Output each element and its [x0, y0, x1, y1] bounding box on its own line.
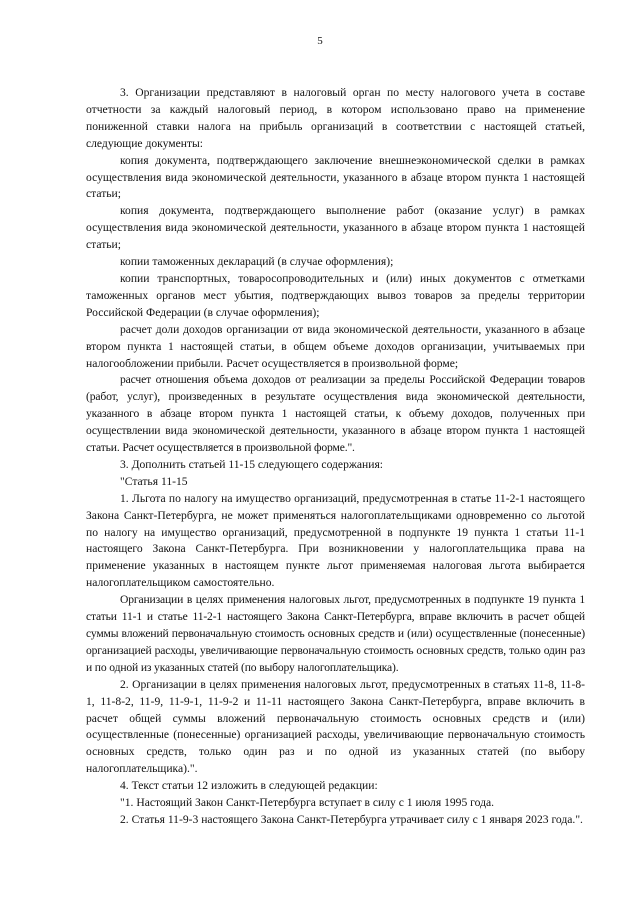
paragraph: 3. Дополнить статьей 11-15 следующего содержания: — [120, 457, 383, 471]
document-body — [86, 85, 585, 829]
paragraph: Организации в целях применения налоговых льгот, предусмотренных в подпункте 19 пункта 1 статьи 11-1 и статье 11-2-1 настоящего Закона Санкт-Петербурга, вправе включить в расчет общей суммы вложений первоначальную стоимость основных средств и (или) осуществленные (понесенные) организацией расходы, увеличивающие первоначальную стоимость основных средств, только один раз и по одной из указанных статей (по выбору налогоплательщика). — [86, 593, 585, 674]
paragraph: копии транспортных, товаросопроводительных и (или) иных документов с отметками таможенных органов мест убытия, подтверждающих вывоз товаров за пределы территории Российской Федерации (в случае оформления); — [86, 271, 585, 319]
article-heading: "Статья 11-15 — [120, 474, 188, 488]
paragraph: 2. Организации в целях применения налоговых льгот, предусмотренных в статьях 11-8, 11-8-1, 11-8-2, 11-9, 11-9-1, 11-9-2 и 11-11 настоящего Закона Санкт-Петербурга, вправе включить в расчет общей суммы вложений первоначальную стоимость основных средств и (или) осуществленные (понесенные) организацией расходы, увеличивающие первоначальную стоимость основных средств, только один раз и по одной из указанных статей (по выбору налогоплательщика).". — [86, 677, 585, 776]
paragraph: копия документа, подтверждающего выполнение работ (оказание услуг) в рамках осуществления вида экономической деятельности, указанного в абзаце втором пункта 1 настоящей статьи; — [86, 204, 585, 252]
paragraph: 3. Организации представляют в налоговый орган по месту налогового учета в составе отчетности за каждый налоговый период, в котором использовано право на применение пониженной ставки налога на прибыль организаций в соответствии с настоящей статьей, следующие документы: — [86, 86, 585, 150]
page-number: 5 — [317, 35, 323, 47]
paragraph: копии таможенных деклараций (в случае оформления); — [120, 255, 394, 269]
paragraph: 1. Льгота по налогу на имущество организаций, предусмотренная в статье 11-2-1 настоящего Закона Санкт-Петербурга, не может применяться налогоплательщиками одновременно со льготой по налогу на имущество организаций, предусмотренной в подпункте 19 пункта 1 статьи 11-1 настоящего Закона Санкт-Петербурга. При возникновении у налогоплательщика права на применение указанных в настоящем пункте льгот применяемая налоговая льгота выбирается налогоплательщиком самостоятельно. — [86, 491, 585, 590]
paragraph: копия документа, подтверждающего заключение внешнеэкономической сделки в рамках осуществления вида экономической деятельности, указанного в абзаце втором пункта 1 настоящей статьи; — [86, 153, 585, 201]
paragraph: 4. Текст статьи 12 изложить в следующей редакции: — [120, 779, 378, 793]
paragraph: расчет отношения объема доходов от реализации за пределы Российской Федерации товаров (работ, услуг), произведенных в результате осуществления вида экономической деятельности, указанного в абзаце втором пункта 1 настоящей статьи, к объему доходов, полученных при осуществлении вида экономической деятельности, указанного в абзаце втором пункта 1 настоящей статьи. Расчет осуществляется в произвольной форме.". — [86, 373, 585, 455]
paragraph: "1. Настоящий Закон Санкт-Петербурга вступает в силу с 1 июля 1995 года. — [120, 796, 495, 810]
paragraph: 2. Статья 11-9-3 настоящего Закона Санкт-Петербурга утрачивает силу с 1 января 2023 года.". — [120, 812, 583, 826]
paragraph: расчет доли доходов организации от вида экономической деятельности, указанного в абзаце втором пункта 1 настоящей статьи, в общем объеме доходов организации, учитываемых при налогообложении прибыли. Расчет осуществляется в произвольной форме; — [86, 322, 585, 370]
